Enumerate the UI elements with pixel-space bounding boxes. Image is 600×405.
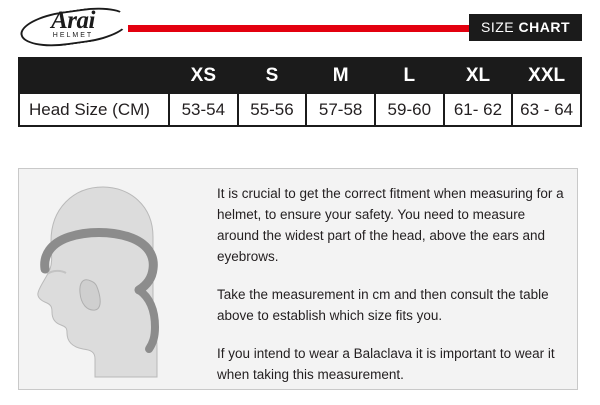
- info-paragraph-3: If you intend to wear a Balaclava it is important to wear it when taking this measurement.: [217, 346, 555, 382]
- brand-name: Arai: [51, 7, 95, 34]
- table-row: [19, 93, 581, 126]
- table-header-xxl: XXL: [512, 58, 581, 93]
- table-header-l: L: [375, 58, 444, 93]
- measurement-info-panel: [18, 168, 578, 390]
- cell-head-size-xs: 53-54: [169, 93, 238, 126]
- cell-head-size-xxl: 63 - 64: [512, 93, 581, 126]
- info-text-block: [217, 183, 569, 402]
- head-silhouette: [38, 187, 157, 377]
- size-table: [18, 57, 582, 127]
- table-header-xl: XL: [444, 58, 513, 93]
- table-header-xs: XS: [169, 58, 238, 93]
- row-label-head-size: Head Size (CM): [19, 93, 169, 126]
- cell-head-size-s: 55-56: [238, 93, 307, 126]
- cell-head-size-xl: 61- 62: [444, 93, 513, 126]
- table-header-row: [19, 58, 581, 93]
- cell-head-size-m: 57-58: [306, 93, 375, 126]
- head-measurement-illustration: [25, 177, 215, 387]
- cell-head-size-l: 59-60: [375, 93, 444, 126]
- red-divider-bar: [128, 25, 480, 32]
- arai-logo: [18, 8, 128, 48]
- table-header-m: M: [306, 58, 375, 93]
- brand-subtitle: HELMET: [52, 32, 94, 39]
- size-chart-tag-bold: CHART: [518, 19, 570, 35]
- header: [0, 0, 600, 52]
- table-header-s: S: [238, 58, 307, 93]
- info-paragraph-1: It is crucial to get the correct fitment when measuring for a helmet, to ensure your safety. You need to measure around the widest part of the head, above the ears and eyebrows.: [217, 186, 564, 264]
- size-chart-tag: [469, 14, 582, 41]
- size-chart-tag-thin: SIZE: [480, 19, 519, 35]
- info-paragraph-2: Take the measurement in cm and then consult the table above to establish which size fits you.: [217, 287, 549, 323]
- table-corner-cell: [19, 58, 169, 93]
- size-table-container: [18, 57, 582, 127]
